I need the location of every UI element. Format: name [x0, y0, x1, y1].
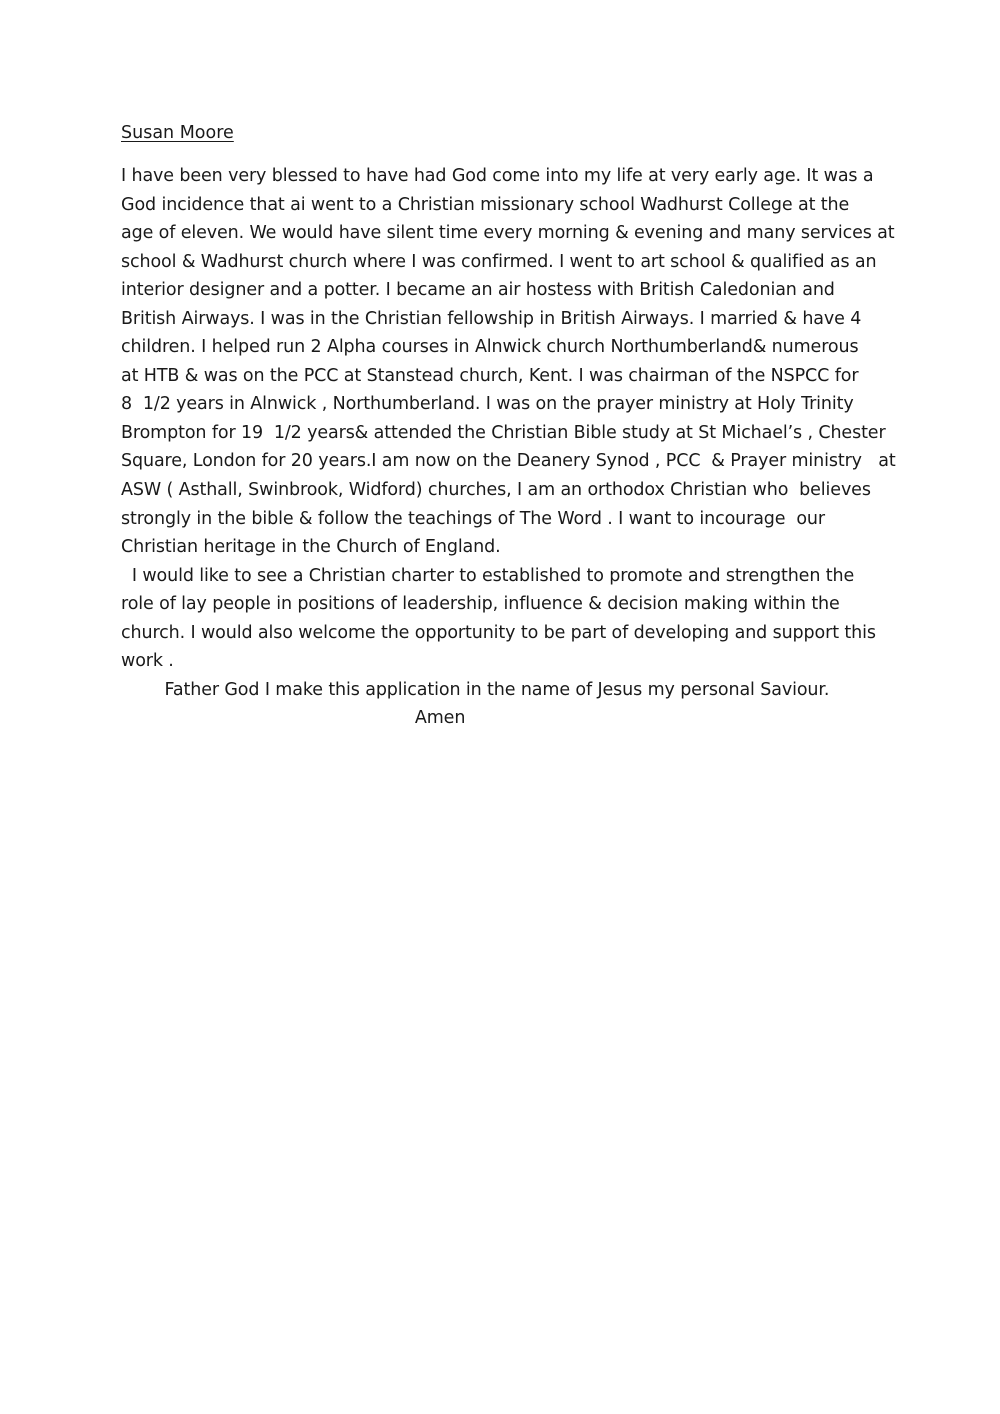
statement-line: church. I would also welcome the opportunity to be part of developing and support this: [121, 622, 876, 643]
statement-body: [121, 162, 896, 733]
prayer-line: Father God I make this application in the name of Jesus my personal Saviour.: [121, 679, 830, 700]
amen-line: Amen: [121, 708, 466, 729]
author-heading: Susan Moore: [121, 123, 234, 143]
statement-line: God incidence that ai went to a Christian missionary school Wadhurst College at the: [121, 194, 850, 215]
statement-line: work .: [121, 651, 174, 672]
statement-line: I would like to see a Christian charter to established to promote and strengthen the: [121, 565, 855, 586]
statement-line: Christian heritage in the Church of England.: [121, 537, 501, 558]
statement-line: age of eleven. We would have silent time every morning & evening and many services at: [121, 223, 895, 244]
statement-line: role of lay people in positions of leadership, influence & decision making within the: [121, 594, 840, 615]
statement-line: at HTB & was on the PCC at Stanstead church, Kent. I was chairman of the NSPCC for: [121, 365, 859, 386]
statement-line: interior designer and a potter. I became an air hostess with British Caledonian and: [121, 280, 835, 301]
statement-line: ASW ( Asthall, Swinbrook, Widford) churches, I am an orthodox Christian who believes: [121, 480, 871, 501]
statement-line: I have been very blessed to have had God come into my life at very early age. It was a: [121, 166, 874, 186]
statement-line: strongly in the bible & follow the teachings of The Word . I want to incourage our: [121, 508, 825, 529]
statement-line: Brompton for 19 1/2 years& attended the Christian Bible study at St Michael’s , Chester: [121, 422, 886, 443]
statement-line: Square, London for 20 years.I am now on the Deanery Synod , PCC & Prayer ministry at: [121, 451, 896, 472]
statement-line: children. I helped run 2 Alpha courses in Alnwick church Northumberland& numerous: [121, 337, 859, 358]
statement-line: school & Wadhurst church where I was confirmed. I went to art school & qualified as an: [121, 251, 877, 272]
statement-line: 8 1/2 years in Alnwick , Northumberland. I was on the prayer ministry at Holy Trinity: [121, 394, 854, 415]
statement-line: British Airways. I was in the Christian fellowship in British Airways. I married & have 4: [121, 308, 862, 329]
